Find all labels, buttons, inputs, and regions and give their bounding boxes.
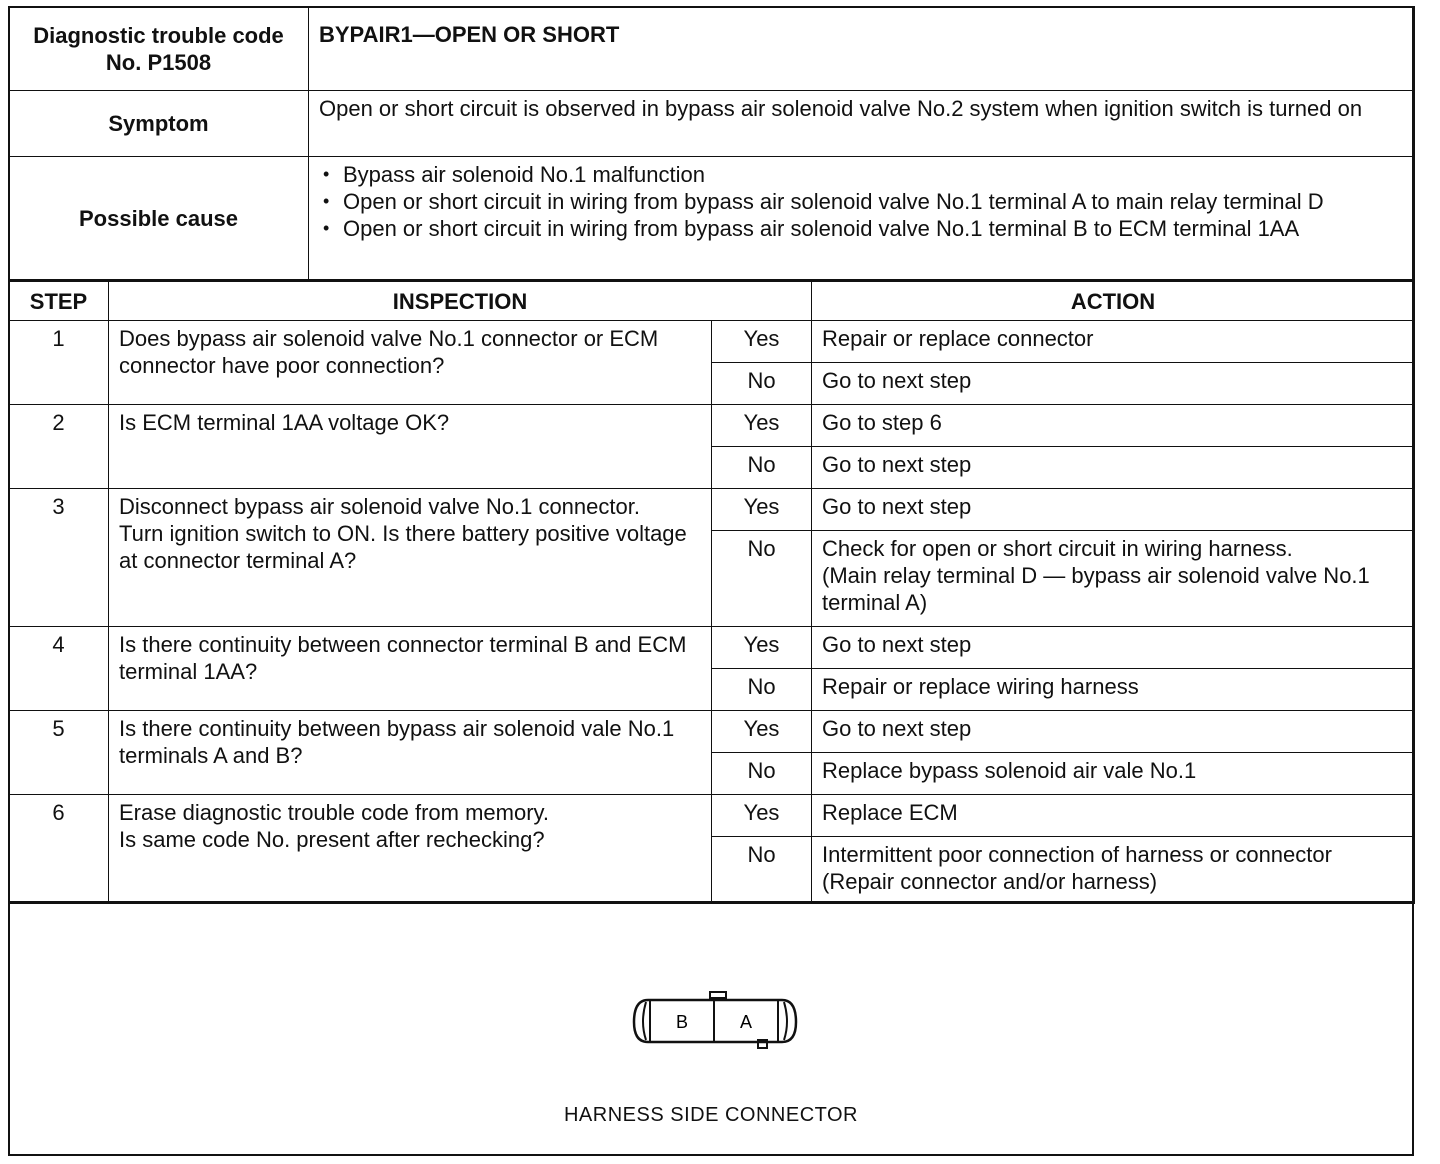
yes-label: Yes (712, 489, 812, 531)
yes-action: Go to step 6 (812, 405, 1415, 447)
step-inspection: Does bypass air solenoid valve No.1 connector or ECM connector have poor connection? (109, 321, 712, 405)
connector-figure (10, 904, 1412, 1152)
cause-label: Possible cause (9, 157, 309, 281)
no-label: No (712, 837, 812, 903)
yes-action: Replace ECM (812, 795, 1415, 837)
symptom-text: Open or short circuit is observed in bypass air solenoid valve No.2 system when ignition switch is turned on (309, 91, 1415, 157)
step-number: 2 (9, 405, 109, 489)
yes-label: Yes (712, 405, 812, 447)
step-row (9, 627, 1415, 669)
step-inspection: Is there continuity between connector terminal B and ECM terminal 1AA? (109, 627, 712, 711)
yes-label: Yes (712, 795, 812, 837)
step-number: 6 (9, 795, 109, 903)
yes-label: Yes (712, 321, 812, 363)
yes-label: Yes (712, 711, 812, 753)
no-action: Replace bypass solenoid air vale No.1 (812, 753, 1415, 795)
step-inspection: Is there continuity between bypass air solenoid vale No.1 terminals A and B? (109, 711, 712, 795)
step-number: 1 (9, 321, 109, 405)
step-row (9, 405, 1415, 447)
step-inspection: Is ECM terminal 1AA voltage OK? (109, 405, 712, 489)
no-action: Go to next step (812, 447, 1415, 489)
no-label: No (712, 669, 812, 711)
cause-row (9, 157, 1415, 281)
step-number: 4 (9, 627, 109, 711)
yes-label: Yes (712, 627, 812, 669)
no-action: Intermittent poor connection of harness or connector (Repair connector and/or harness) (812, 837, 1415, 903)
no-label: No (712, 753, 812, 795)
dtc-title: BYPAIR1—OPEN OR SHORT (309, 7, 1415, 91)
col-action: ACTION (812, 281, 1415, 321)
dtc-row (9, 7, 1415, 91)
no-action: Check for open or short circuit in wiring harness. (Main relay terminal D — bypass air solenoid valve No.1 terminal A) (812, 531, 1415, 627)
step-row (9, 321, 1415, 363)
connector-icon (630, 990, 810, 1050)
harness-connector-diagram (630, 990, 810, 1050)
yes-action: Go to next step (812, 711, 1415, 753)
yes-action: Go to next step (812, 489, 1415, 531)
no-action: Repair or replace wiring harness (812, 669, 1415, 711)
cause-list-cell (309, 157, 1415, 281)
step-row (9, 711, 1415, 753)
no-action: Go to next step (812, 363, 1415, 405)
no-label: No (712, 363, 812, 405)
symptom-row (9, 91, 1415, 157)
cause-item: • Open or short circuit in wiring from bypass air solenoid valve No.1 terminal A to main relay terminal D (319, 188, 1404, 215)
step-row (9, 489, 1415, 531)
step-number: 5 (9, 711, 109, 795)
dtc-label: Diagnostic trouble code No. P1508 (9, 7, 309, 91)
col-inspection: INSPECTION (109, 281, 812, 321)
terminal-b-label: B (675, 1012, 689, 1032)
step-inspection: Erase diagnostic trouble code from memory. Is same code No. present after rechecking? (109, 795, 712, 903)
terminal-a-label: A (739, 1012, 753, 1032)
yes-action: Go to next step (812, 627, 1415, 669)
cause-item: • Open or short circuit in wiring from bypass air solenoid valve No.1 terminal B to ECM terminal 1AA (319, 215, 1404, 242)
step-row (9, 795, 1415, 837)
yes-action: Repair or replace connector (812, 321, 1415, 363)
no-label: No (712, 531, 812, 627)
symptom-label: Symptom (9, 91, 309, 157)
no-label: No (712, 447, 812, 489)
column-header-row (9, 281, 1415, 321)
step-inspection: Disconnect bypass air solenoid valve No.1 connector. Turn ignition switch to ON. Is there battery positive voltage at connector terminal A? (109, 489, 712, 627)
figure-caption: HARNESS SIDE CONNECTOR (563, 1104, 858, 1126)
cause-item: • Bypass air solenoid No.1 malfunction (319, 161, 1404, 188)
diagnostic-table (8, 6, 1415, 904)
cause-list (319, 161, 1404, 242)
col-step: STEP (9, 281, 109, 321)
step-number: 3 (9, 489, 109, 627)
